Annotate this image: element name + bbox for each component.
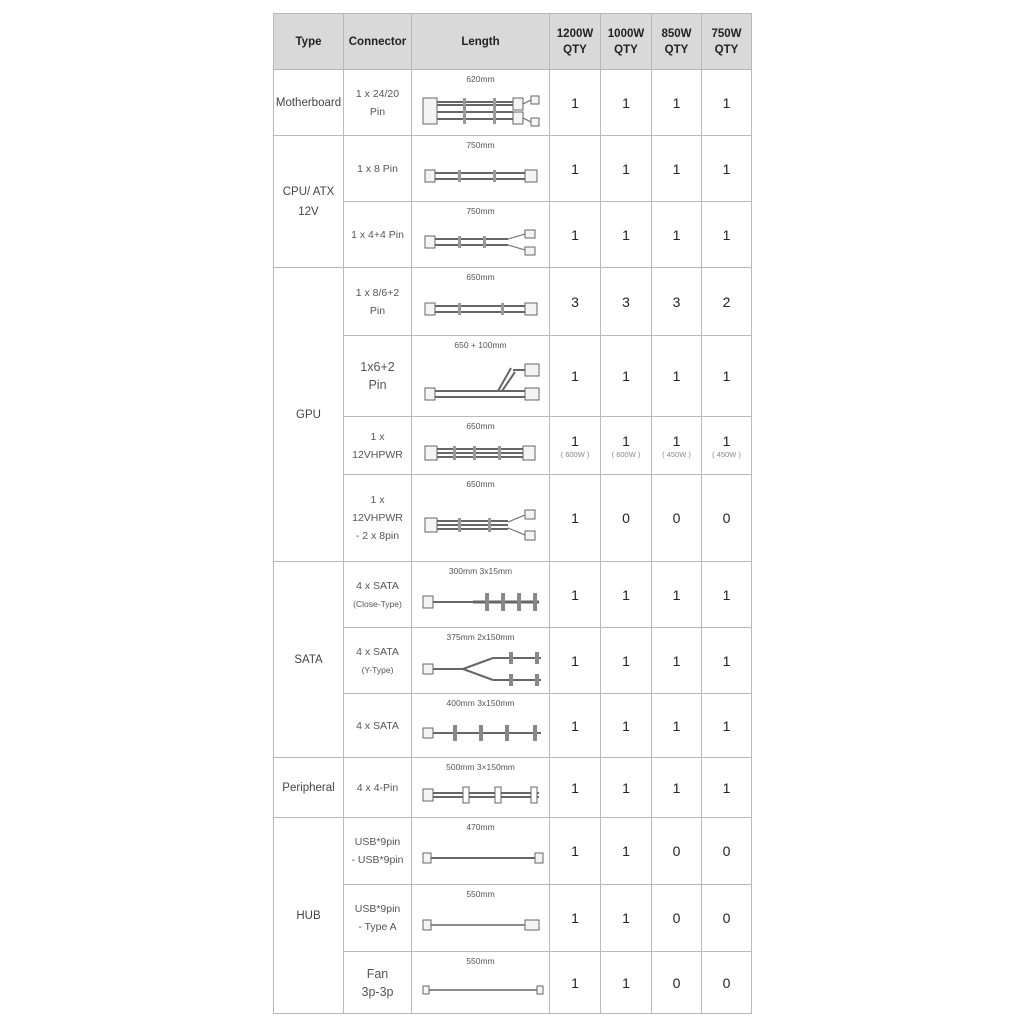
table-row [274, 475, 752, 562]
qty-value: 1 [722, 368, 731, 384]
header-1200w-label: 1200W [556, 27, 594, 40]
usb9pin-cable-icon [413, 838, 549, 878]
header-1200w [550, 14, 601, 70]
connector-label: Pin [368, 378, 387, 392]
connector-label: 1 x 8 Pin [357, 162, 398, 175]
qty-750w [702, 202, 752, 268]
length-label: 300mm 3x15mm [448, 566, 513, 576]
qty-value: 1 [722, 779, 731, 796]
length-label: 375mm 2x150mm [446, 632, 515, 642]
qty-1000w [601, 202, 652, 268]
connector-label: 12VHPWR [352, 512, 403, 524]
type-label: HUB [296, 909, 321, 922]
qty-value: 1 [571, 510, 579, 526]
qty-850w [652, 336, 702, 417]
table-row [274, 818, 752, 885]
sata-y-cable-icon [413, 648, 549, 688]
connector-cell [344, 694, 412, 758]
qty-750w [702, 818, 752, 885]
qty-850w [652, 136, 702, 202]
qty-value: 1 [722, 94, 731, 111]
qty-value: 1 [672, 94, 681, 111]
qty-value: 1 [622, 779, 630, 796]
length-label: 650mm [466, 479, 495, 489]
qty-value: 1 [571, 717, 579, 734]
connector-cell [344, 336, 412, 417]
qty-value: 1 [672, 717, 681, 734]
qty-value: 3 [622, 293, 630, 310]
length-label: 620mm [466, 74, 495, 84]
connector-cell [344, 952, 412, 1014]
qty-value: 1 [622, 226, 630, 243]
connector-label: Fan [366, 966, 389, 981]
qty-1000w [601, 417, 652, 475]
pcie-8pin-cable-icon [413, 289, 549, 329]
cable-spec-table [273, 13, 752, 1014]
qty-1200w [550, 202, 601, 268]
qty-850w [652, 818, 702, 885]
connector-label: - 2 x 8pin [355, 530, 400, 542]
qty-1000w [601, 136, 652, 202]
qty-value: 1 [722, 432, 731, 449]
type-label: Motherboard [275, 96, 342, 109]
qty-value: 1 [571, 843, 579, 859]
type-label: Peripheral [282, 781, 335, 794]
qty-850w [652, 758, 702, 818]
qty-value: 1 [722, 226, 731, 243]
table-row [274, 694, 752, 758]
qty-value: 1 [622, 652, 630, 669]
qty-750w [702, 952, 752, 1014]
connector-cell [344, 268, 412, 336]
type-label: CPU/ ATX [282, 185, 335, 198]
qty-750w [702, 336, 752, 417]
type-sata [274, 562, 344, 758]
sata-cable-icon [413, 713, 549, 753]
type-label: GPU [296, 408, 321, 421]
header-1200w-qty: QTY [563, 43, 587, 56]
connector-label: - USB*9pin [351, 854, 404, 866]
length-label: 470mm [466, 822, 495, 832]
qty-1000w [601, 336, 652, 417]
connector-label: (Close-Type) [353, 598, 402, 609]
qty-850w [652, 268, 702, 336]
qty-750w [702, 136, 752, 202]
table-row [274, 562, 752, 628]
connector-label: 12VHPWR [352, 448, 403, 461]
qty-wattage-note: ( 450W ) [712, 449, 741, 459]
qty-1000w [601, 70, 652, 136]
header-1000w-label: 1000W [607, 27, 645, 40]
header-row [274, 14, 752, 70]
length-label: 550mm [466, 956, 495, 966]
length-label: 650mm [466, 421, 495, 431]
header-750w [702, 14, 752, 70]
qty-850w [652, 952, 702, 1014]
connector-label: Pin [369, 105, 386, 118]
connector-label: 4 x SATA [356, 579, 399, 592]
header-750w-label: 750W [711, 27, 742, 40]
qty-value: 1 [622, 160, 630, 177]
header-type: Type [274, 14, 344, 70]
qty-1000w [601, 758, 652, 818]
qty-1000w [601, 818, 652, 885]
connector-label: 1 x 24/20 [355, 87, 400, 100]
qty-value: 1 [622, 974, 630, 991]
qty-value: 0 [722, 910, 731, 926]
qty-850w [652, 417, 702, 475]
pcie-daisy-chain-cable-icon [413, 358, 549, 408]
qty-wattage-note: ( 600W ) [611, 449, 641, 459]
qty-750w [702, 70, 752, 136]
qty-1200w [550, 417, 601, 475]
connector-label: USB*9pin [354, 903, 401, 915]
qty-value: 1 [571, 368, 579, 384]
qty-value: 1 [722, 652, 731, 669]
table-row [274, 628, 752, 694]
qty-value: 1 [622, 843, 630, 859]
length-label: 650mm [466, 272, 495, 282]
connector-cell [344, 818, 412, 885]
type-gpu [274, 268, 344, 562]
connector-label: 3p-3p [361, 984, 394, 999]
qty-1200w [550, 885, 601, 952]
qty-value: 0 [722, 974, 731, 991]
header-850w-qty: QTY [664, 43, 689, 56]
qty-1200w [550, 818, 601, 885]
qty-850w [652, 628, 702, 694]
length-cell [412, 70, 550, 136]
type-motherboard [274, 70, 344, 136]
length-cell [412, 336, 550, 417]
qty-value: 1 [672, 432, 681, 449]
qty-value: 1 [571, 586, 579, 603]
connector-cell [344, 758, 412, 818]
length-label: 750mm [466, 206, 495, 216]
qty-value: 1 [622, 432, 630, 449]
connector-label: 4 x SATA [356, 645, 399, 658]
qty-850w [652, 562, 702, 628]
length-cell [412, 952, 550, 1014]
qty-1000w [601, 885, 652, 952]
connector-label: 1 x [370, 494, 385, 506]
qty-1200w [550, 475, 601, 562]
qty-value: 1 [571, 160, 579, 177]
qty-value: 0 [722, 510, 731, 526]
qty-value: 1 [622, 717, 630, 734]
connector-label: 4 x 4-Pin [356, 781, 399, 794]
qty-value: 0 [722, 843, 731, 859]
qty-1200w [550, 628, 601, 694]
table-row [274, 885, 752, 952]
qty-1000w [601, 268, 652, 336]
header-850w [652, 14, 702, 70]
length-cell [412, 202, 550, 268]
qty-750w [702, 475, 752, 562]
qty-850w [652, 202, 702, 268]
qty-value: 0 [672, 843, 681, 859]
length-label: 400mm 3x150mm [446, 698, 515, 708]
type-hub [274, 818, 344, 1014]
table-row [274, 952, 752, 1014]
qty-value: 0 [622, 510, 630, 526]
type-label: SATA [294, 653, 323, 666]
qty-1200w [550, 336, 601, 417]
qty-750w [702, 562, 752, 628]
length-cell [412, 268, 550, 336]
qty-1000w [601, 694, 652, 758]
connector-label: Pin [369, 304, 386, 317]
qty-value: 3 [672, 293, 681, 310]
qty-1200w [550, 758, 601, 818]
qty-750w [702, 417, 752, 475]
qty-value: 1 [722, 160, 731, 177]
qty-value: 1 [672, 652, 681, 669]
qty-value: 1 [571, 779, 579, 796]
qty-wattage-note: ( 450W ) [662, 449, 691, 459]
atx-24pin-cable-icon [413, 90, 549, 130]
qty-value: 1 [672, 779, 681, 796]
length-cell [412, 818, 550, 885]
connector-cell [344, 885, 412, 952]
connector-label: 1 x 8/6+2 [355, 286, 400, 299]
qty-value: 1 [571, 226, 579, 243]
qty-750w [702, 758, 752, 818]
12vhpwr-split-cable-icon [413, 505, 549, 545]
qty-850w [652, 70, 702, 136]
connector-cell [344, 136, 412, 202]
table-row [274, 70, 752, 136]
qty-wattage-note: ( 600W ) [560, 449, 590, 459]
connector-cell [344, 562, 412, 628]
qty-value: 1 [622, 586, 630, 603]
qty-value: 3 [571, 293, 579, 310]
qty-850w [652, 694, 702, 758]
header-length: Length [412, 14, 550, 70]
connector-label: 1 x [370, 430, 385, 443]
qty-1200w [550, 952, 601, 1014]
sata-close-cable-icon [413, 582, 549, 622]
qty-value: 1 [571, 974, 579, 991]
length-label: 650 + 100mm [454, 340, 507, 350]
length-cell [412, 694, 550, 758]
connector-cell [344, 417, 412, 475]
length-label: 550mm [466, 889, 495, 899]
qty-value: 0 [672, 510, 681, 526]
length-label: 750mm [466, 140, 495, 150]
qty-value: 1 [672, 586, 681, 603]
qty-value: 1 [571, 432, 579, 449]
qty-1200w [550, 70, 601, 136]
qty-value: 1 [722, 586, 731, 603]
qty-value: 1 [672, 368, 681, 384]
connector-label: 1 x 4+4 Pin [351, 228, 404, 241]
connector-label: (Y-Type) [361, 664, 394, 675]
qty-1200w [550, 694, 601, 758]
qty-1000w [601, 628, 652, 694]
connector-label: USB*9pin [354, 836, 401, 848]
type-label: 12V [298, 205, 319, 218]
length-cell [412, 628, 550, 694]
table-row [274, 202, 752, 268]
header-750w-qty: QTY [714, 43, 739, 56]
fan-cable-icon [413, 970, 549, 1010]
qty-value: 1 [571, 910, 579, 926]
qty-value: 1 [571, 652, 579, 669]
connector-label: - Type A [358, 921, 397, 933]
table-row [274, 336, 752, 417]
header-850w-label: 850W [661, 27, 692, 40]
type-cpu-atx-12v [274, 136, 344, 268]
header-connector: Connector [344, 14, 412, 70]
header-1000w-qty: QTY [614, 43, 638, 56]
qty-1200w [550, 268, 601, 336]
qty-750w [702, 694, 752, 758]
qty-value: 0 [672, 910, 681, 926]
qty-1200w [550, 562, 601, 628]
qty-1000w [601, 562, 652, 628]
molex-cable-icon [413, 775, 549, 815]
cpu-8pin-cable-icon [413, 156, 549, 196]
qty-value: 1 [622, 910, 630, 926]
qty-value: 1 [622, 368, 630, 384]
qty-850w [652, 475, 702, 562]
cpu-4plus4-cable-icon [413, 222, 549, 262]
connector-label: 4 x SATA [356, 719, 399, 732]
qty-1000w [601, 475, 652, 562]
usb-typea-cable-icon [413, 905, 549, 945]
table-row [274, 136, 752, 202]
connector-cell [344, 475, 412, 562]
12vhpwr-cable-icon [413, 433, 549, 473]
table-row [274, 417, 752, 475]
length-cell [412, 417, 550, 475]
length-cell [412, 475, 550, 562]
length-cell [412, 758, 550, 818]
connector-cell [344, 628, 412, 694]
qty-750w [702, 268, 752, 336]
header-1000w [601, 14, 652, 70]
connector-cell [344, 202, 412, 268]
qty-value: 1 [722, 717, 731, 734]
length-label: 500mm 3×150mm [446, 762, 515, 772]
qty-750w [702, 628, 752, 694]
type-peripheral [274, 758, 344, 818]
qty-value: 1 [622, 94, 630, 111]
table-row [274, 758, 752, 818]
qty-850w [652, 885, 702, 952]
length-cell [412, 136, 550, 202]
connector-label: 1x6+2 [360, 360, 395, 374]
length-cell [412, 885, 550, 952]
qty-1200w [550, 136, 601, 202]
qty-value: 1 [571, 94, 579, 111]
qty-value: 1 [672, 160, 681, 177]
qty-750w [702, 885, 752, 952]
qty-value: 2 [722, 293, 731, 310]
qty-value: 1 [672, 226, 681, 243]
length-cell [412, 562, 550, 628]
qty-1000w [601, 952, 652, 1014]
qty-value: 0 [672, 974, 681, 991]
table-row [274, 268, 752, 336]
connector-cell [344, 70, 412, 136]
